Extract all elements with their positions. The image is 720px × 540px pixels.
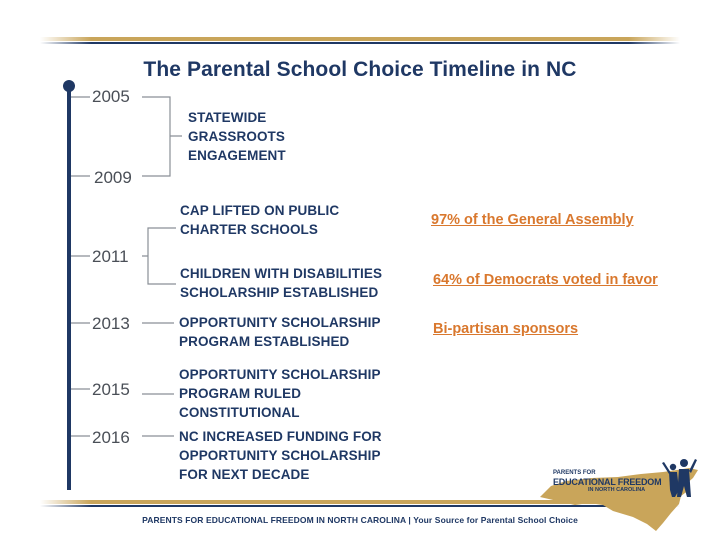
year-2016: 2016 [92,428,130,447]
page-title: The Parental School Choice Timeline in NC [143,58,577,81]
event-opportunity-established: OPPORTUNITY SCHOLARSHIP PROGRAM ESTABLISHED [179,315,381,349]
event-grassroots: STATEWIDE GRASSROOTS ENGAGEMENT [188,110,286,163]
footer-tagline: Your Source for Parental School Choice [413,515,578,525]
logo-line-3: IN NORTH CAROLINA [588,487,646,493]
year-2005: 2005 [92,87,130,106]
event-ruled-constitutional: OPPORTUNITY SCHOLARSHIP PROGRAM RULED CONSTITUTIONAL [179,367,381,420]
stat-general-assembly: 97% of the General Assembly [431,212,634,228]
logo-line-1: PARENTS FOR [553,470,596,476]
footer-separator: | [408,515,411,525]
footer [0,515,720,525]
event-disabilities-scholarship: CHILDREN WITH DISABILITIES SCHOLARSHIP ESTABLISHED [180,266,383,300]
year-2009: 2009 [94,168,132,187]
year-2015: 2015 [92,380,130,399]
footer-org: PARENTS FOR EDUCATIONAL FREEDOM IN NORTH CAROLINA [142,515,406,525]
event-increased-funding: NC INCREASED FUNDING FOR OPPORTUNITY SCHOLARSHIP FOR NEXT DECADE [179,429,382,482]
stat-bipartisan: Bi-partisan sponsors [433,321,579,337]
year-2013: 2013 [92,314,130,333]
event-charter-cap: CAP LIFTED ON PUBLIC CHARTER SCHOOLS [180,203,340,237]
year-2011: 2011 [92,247,129,266]
logo-line-2: EDUCATIONAL FREEDOM [553,477,662,487]
stat-democrats: 64% of Democrats voted in favor [433,272,658,288]
